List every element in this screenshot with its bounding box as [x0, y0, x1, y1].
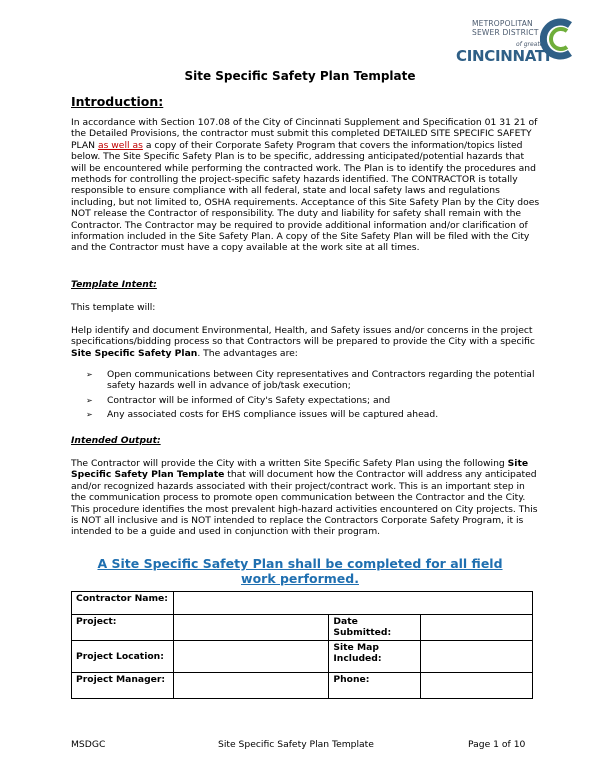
template-intent-paragraph — [71, 325, 541, 359]
project-info-form — [71, 591, 533, 699]
date-submitted-label: Date Submitted: — [329, 615, 421, 641]
page-title: Site Specific Safety Plan Template — [184, 69, 416, 83]
site-map-included-field[interactable] — [421, 641, 533, 673]
introduction-paragraph — [71, 117, 541, 254]
logo-c-mark-icon — [540, 16, 576, 62]
msd-logo — [456, 16, 576, 66]
bullet-text: Any associated costs for EHS compliance issues will be captured ahead. — [107, 409, 439, 421]
project-manager-field[interactable] — [173, 673, 329, 699]
intended-output-heading: Intended Output: — [71, 435, 161, 446]
intent-bold-text: Site Specific Safety Plan — [71, 347, 198, 359]
completion-banner: A Site Specific Safety Plan shall be completed for all field work performed. — [97, 556, 503, 586]
footer-left: MSDGC — [71, 739, 106, 750]
logo-line-3: of greater — [516, 41, 546, 48]
output-text-2: that will document how the Contractor will address any anticipated and/or recognized hazards associated with their project/contract work. This is an important step in the communication process to promote open communication between the Contractor and the City. This procedure identifies the most prevalent high-hazard activities encountered on City projects. This is NOT all inclusive and is NOT intended to replace the Contractors Corporate Safety Program, it is intended to be a guide and used in conjunction with their program. — [71, 469, 538, 538]
as-well-as-link[interactable]: as well as — [97, 139, 143, 151]
list-item — [86, 395, 541, 406]
project-manager-label: Project Manager: — [72, 673, 174, 699]
list-item — [86, 409, 541, 420]
site-map-included-label: Site Map Included: — [329, 641, 421, 673]
advantages-list — [86, 369, 541, 424]
arrow-bullet-icon: ➢ — [86, 370, 93, 379]
date-submitted-field[interactable] — [421, 615, 533, 641]
intro-text-1: In accordance with Section 107.08 of the City of Cincinnati Supplement and Specification 01 31 21 of the Detailed Provisions, the contractor must submit this completed DETAILED SITE SPECIFIC SAFETY PLAN — [71, 117, 538, 151]
intro-text-2: a copy of their Corporate Safety Program that covers the information/topics listed below. The Site Specific Safety Plan is to be specific, addressing anticipated/potential hazards that will be encountered while performing the contracted work. The Plan is to identify the procedures and methods for controlling the project-specific safety hazards identified. The CONTRACTOR is totally responsible to ensure compliance with all federal, state and local safety laws and regulations including, but not limited to, OSHA requirements. Acceptance of this Site Safety Plan by the City does NOT release the Contractor of responsibility. The duty and liability for safety shall remain with the Contractor. The Contractor may be required to provide additional information and/or clarification of information included in the Site Safety Plan. A copy of the Site Safety Plan will be filed with the City and the Contractor must have a copy available at the work site at all times. — [71, 139, 540, 254]
bullet-text: Contractor will be informed of City's Safety expectations; and — [107, 394, 391, 406]
project-field[interactable] — [173, 615, 329, 641]
intent-text-1: Help identify and document Environmental, Health, and Safety issues and/or concerns in the project specifications/bidding process so that Contractors will be prepared to provide the City with a specific — [71, 325, 535, 348]
contractor-name-label: Contractor Name: — [72, 592, 174, 615]
arrow-bullet-icon: ➢ — [86, 395, 93, 405]
intended-output-paragraph — [71, 458, 541, 538]
arrow-bullet-icon: ➢ — [86, 410, 93, 420]
output-bold-text: Site Specific Safety Plan Template — [71, 458, 529, 481]
table-row — [72, 615, 533, 641]
introduction-heading: Introduction: — [71, 94, 164, 109]
phone-label: Phone: — [329, 673, 421, 699]
logo-line-1: METROPOLITAN — [472, 19, 533, 28]
contractor-name-field[interactable] — [173, 592, 532, 615]
project-location-label: Project Location: — [72, 641, 174, 673]
bullet-text: Open communications between City representatives and Contractors regarding the potential safety hazards well in advance of job/task execution; — [107, 369, 535, 392]
table-row — [72, 592, 533, 615]
intent-text-2: . The advantages are: — [197, 347, 298, 359]
template-intent-heading: Template Intent: — [71, 279, 157, 290]
output-text-1: The Contractor will provide the City with a written Site Specific Safety Plan using the following — [71, 458, 508, 469]
list-item — [86, 369, 541, 392]
logo-line-2: SEWER DISTRICT — [472, 28, 539, 37]
table-row — [72, 641, 533, 673]
footer-page-number: Page 1 of 10 — [468, 739, 526, 750]
phone-field[interactable] — [421, 673, 533, 699]
project-label: Project: — [72, 615, 174, 641]
footer-center: Site Specific Safety Plan Template — [218, 739, 374, 750]
table-row — [72, 673, 533, 699]
template-intent-line: This template will: — [71, 302, 156, 313]
project-location-field[interactable] — [173, 641, 329, 673]
logo-line-4: CINCINNATI — [456, 47, 551, 65]
